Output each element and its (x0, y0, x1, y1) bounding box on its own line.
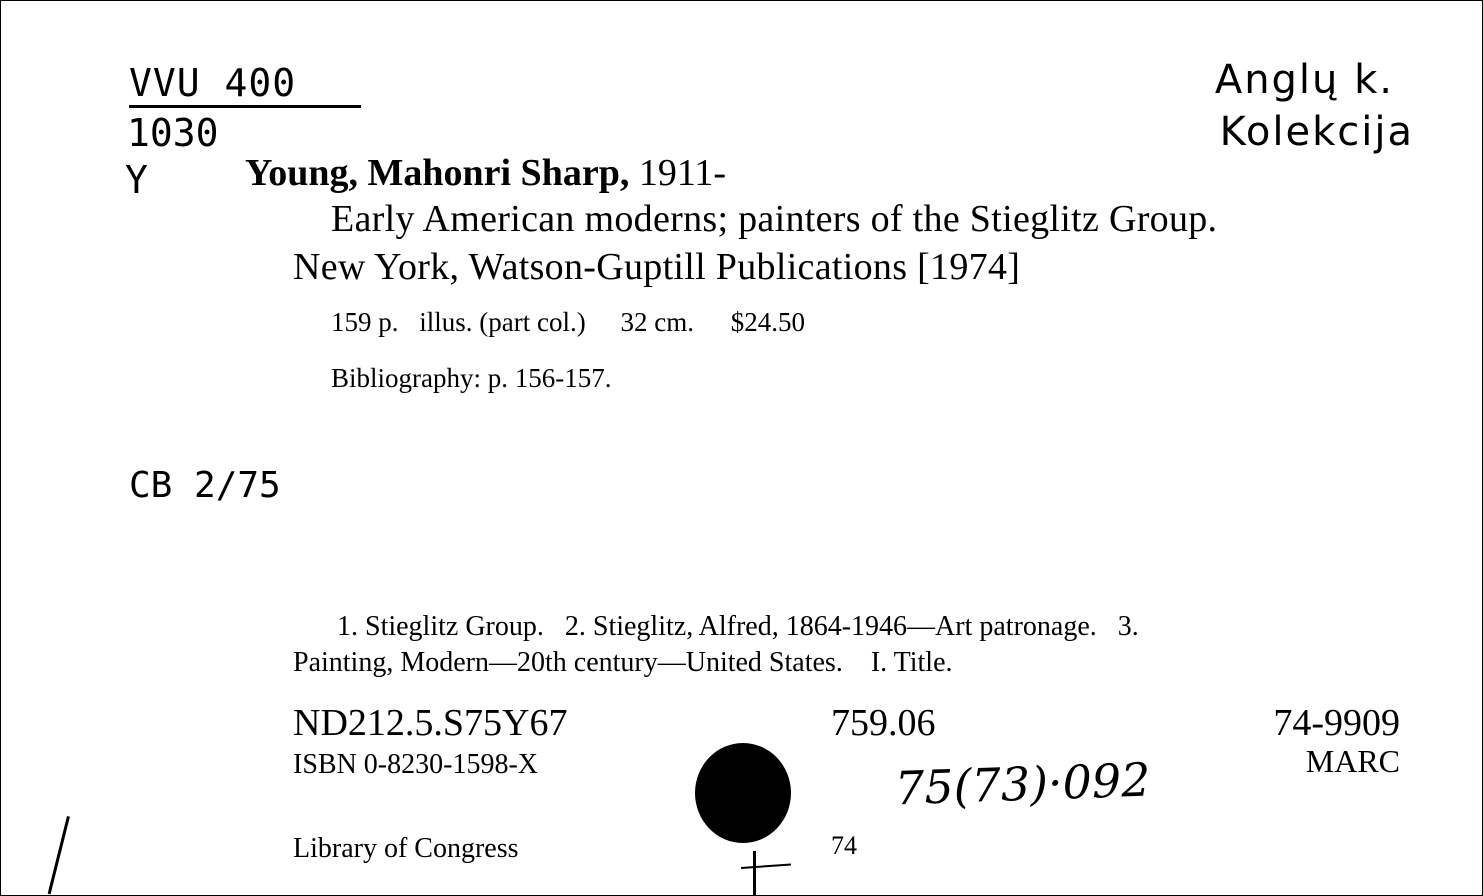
tracings-line2: Painting, Modern—20th century—United States. I. Title. (293, 647, 953, 678)
author-name: Young, Mahonri Sharp, (245, 152, 630, 194)
dewey-number: 759.06 (831, 702, 936, 744)
author-heading (245, 151, 726, 195)
handwritten-udc: 75(73)·092 (894, 752, 1152, 816)
call-number-line3: Y (125, 158, 148, 202)
collation-illus: illus. (part col.) (419, 307, 586, 337)
collation-size: 32 cm. (620, 307, 694, 337)
bibliography-note: Bibliography: p. 156-157. (331, 363, 612, 393)
isbn: ISBN 0-8230-1598-X (293, 749, 538, 780)
author-dates: 1911- (638, 152, 727, 194)
card-code: 74 (831, 831, 857, 860)
lccn: 74-9909 (1273, 702, 1400, 744)
marc-label: MARC (1305, 743, 1400, 779)
library-of-congress: Library of Congress (293, 833, 519, 864)
tracings-line1: 1. Stieglitz Group. 2. Stieglitz, Alfred, 1864-1946—Art patronage. 3. (337, 611, 1139, 642)
call-number-line2: 1030 (127, 111, 219, 155)
pen-mark-bottom-stroke (741, 864, 791, 869)
pen-mark-left (48, 816, 70, 894)
collation-pages: 159 p. (331, 307, 399, 337)
title-line1: Early American moderns; painters of the Stieglitz Group. (331, 198, 1218, 240)
collection-stamp: Kolekcija (1219, 109, 1414, 155)
punch-hole (695, 743, 791, 843)
collation-line (331, 307, 805, 338)
call-number-underline (129, 105, 361, 108)
language-stamp: Anglų k. (1214, 57, 1394, 103)
pen-mark-bottom-vertical (753, 851, 756, 895)
lc-call-number: ND212.5.S75Y67 (293, 702, 568, 744)
title-line2: New York, Watson-Guptill Publications [1974] (293, 246, 1021, 288)
call-number-line1: VVU 400 (129, 61, 297, 105)
collation-price: $24.50 (730, 307, 805, 337)
cb-note: CB 2/75 (129, 465, 281, 506)
